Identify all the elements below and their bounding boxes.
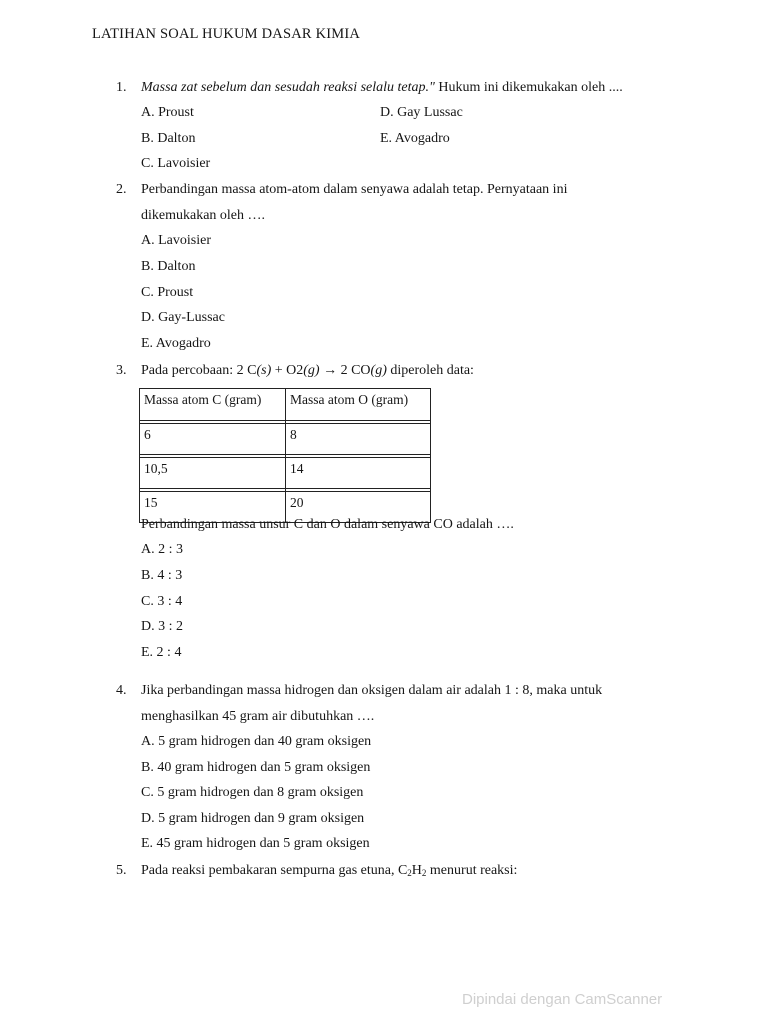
- option-d: D. Gay-Lussac: [141, 310, 225, 325]
- table-row: [140, 424, 431, 455]
- equation-part: + O2: [271, 363, 304, 378]
- question-text: Perbandingan massa unsur C dan O dalam senyawa CO adalah ….: [141, 517, 514, 532]
- question-number: 2.: [116, 182, 127, 197]
- option-b: B. 4 : 3: [141, 568, 183, 583]
- table-cell: 15: [140, 492, 286, 523]
- option-e: E. Avogadro: [380, 131, 450, 146]
- option-c: C. 3 : 4: [141, 594, 183, 609]
- question-text-line-1: Perbandingan massa atom-atom dalam senyawa adalah tetap. Pernyataan ini: [141, 182, 568, 197]
- option-a: A. Lavoisier: [141, 233, 211, 248]
- question-number: 1.: [116, 80, 127, 95]
- state-solid: (s): [256, 363, 272, 378]
- option-e: E. 45 gram hidrogen dan 5 gram oksigen: [141, 836, 370, 851]
- option-d: D. 3 : 2: [141, 619, 183, 634]
- option-d: D. 5 gram hidrogen dan 9 gram oksigen: [141, 811, 365, 826]
- equation-part: Pada percobaan: 2 C: [141, 363, 257, 378]
- equation-part: diperoleh data:: [386, 363, 474, 378]
- table-header-cell: Massa atom O (gram): [286, 389, 431, 421]
- table-cell: 20: [286, 492, 431, 523]
- question-text-line-2: dikemukakan oleh ….: [141, 208, 266, 223]
- state-gas: (g): [303, 363, 320, 378]
- table-header-cell: Massa atom C (gram): [140, 389, 286, 421]
- page-title: LATIHAN SOAL HUKUM DASAR KIMIA: [92, 26, 361, 42]
- text-part: Pada reaksi pembakaran sempurna gas etuna, C: [141, 863, 408, 878]
- equation-arrow: → 2 CO: [319, 363, 371, 378]
- question-number: 3.: [116, 363, 127, 378]
- question-number: 4.: [116, 683, 127, 698]
- question-text: [141, 80, 623, 96]
- option-c: C. Lavoisier: [141, 156, 211, 171]
- reaction-equation: [141, 363, 474, 379]
- state-gas: (g): [370, 363, 387, 378]
- option-c: C. 5 gram hidrogen dan 8 gram oksigen: [141, 785, 364, 800]
- question-number: 5.: [116, 863, 127, 878]
- table-cell: 8: [286, 424, 431, 455]
- question-text-line-2: menghasilkan 45 gram air dibutuhkan ….: [141, 709, 375, 724]
- text-part: menurut reaksi:: [426, 863, 518, 878]
- subscript: 2: [407, 868, 412, 878]
- question-text-rest: Hukum ini dikemukakan oleh ....: [434, 80, 623, 95]
- table-cell: 14: [286, 458, 431, 489]
- mass-data-table: [139, 388, 431, 523]
- option-b: B. Dalton: [141, 131, 196, 146]
- option-a: A. 2 : 3: [141, 542, 183, 557]
- table-row: [140, 458, 431, 489]
- option-d: D. Gay Lussac: [380, 105, 463, 120]
- option-a: A. 5 gram hidrogen dan 40 gram oksigen: [141, 734, 372, 749]
- scanner-watermark: Dipindai dengan CamScanner: [462, 991, 663, 1008]
- text-part: H: [411, 863, 422, 878]
- option-b: B. 40 gram hidrogen dan 5 gram oksigen: [141, 760, 371, 775]
- option-b: B. Dalton: [141, 259, 196, 274]
- option-a: A. Proust: [141, 105, 194, 120]
- subscript: 2: [421, 868, 427, 878]
- option-e: E. 2 : 4: [141, 645, 182, 660]
- question-text-line-1: Jika perbandingan massa hidrogen dan oksigen dalam air adalah 1 : 8, maka untuk: [141, 683, 603, 698]
- table-cell: 10,5: [140, 458, 286, 489]
- table-header-row: [140, 389, 431, 421]
- option-e: E. Avogadro: [141, 336, 211, 351]
- option-c: C. Proust: [141, 285, 194, 300]
- table-cell: 6: [140, 424, 286, 455]
- question-quote: Massa zat sebelum dan sesudah reaksi selalu tetap.": [141, 80, 435, 95]
- question-text: [141, 863, 517, 879]
